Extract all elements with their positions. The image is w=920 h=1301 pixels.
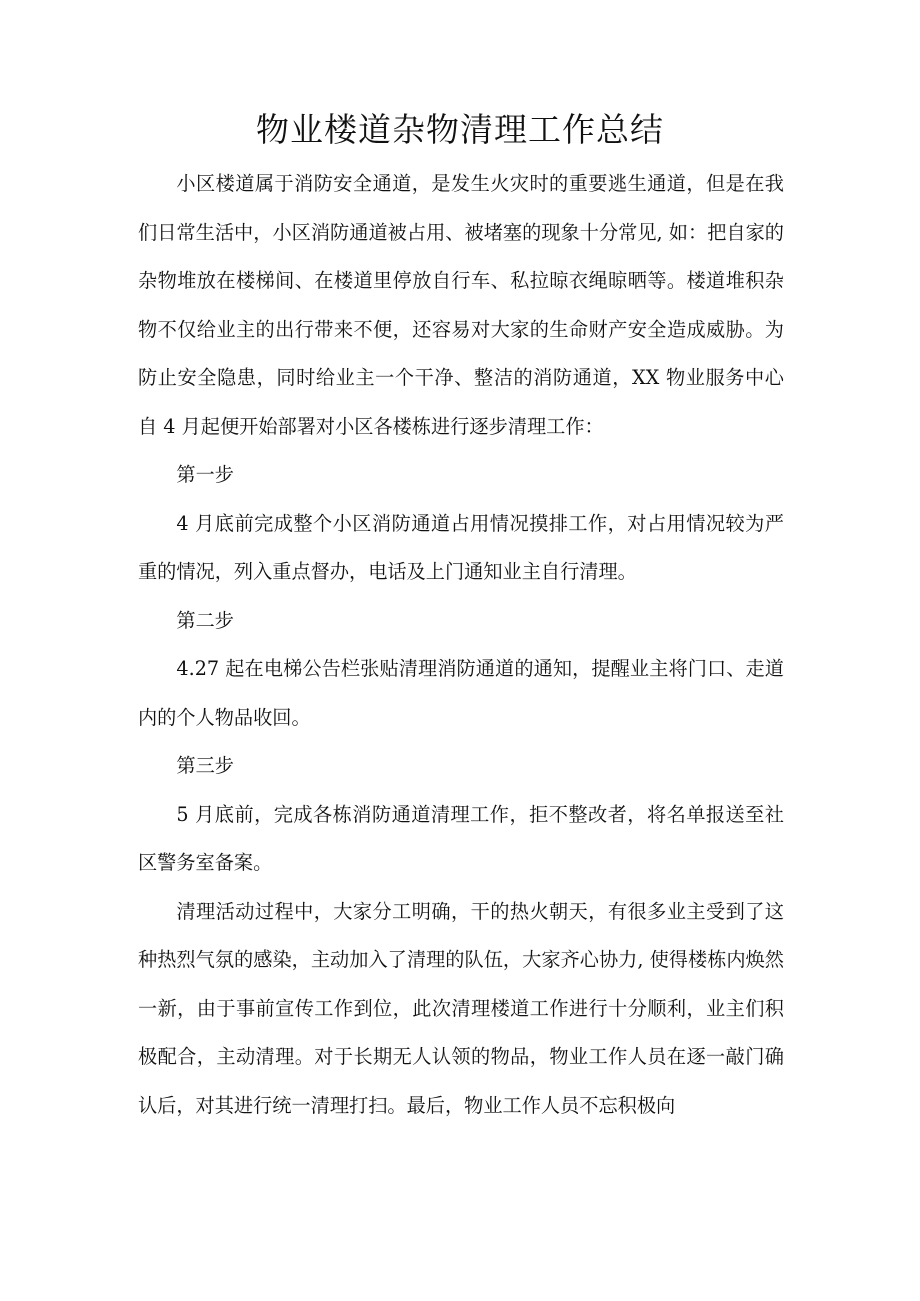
step-heading-1: 第一步 (176, 463, 234, 486)
paragraph-step-3: 5 月底前，完成各栋消防通道清理工作，拒不整改者，将名单报送至社区警务室备案。 (138, 802, 784, 874)
paragraph-step-1: 4 月底前完成整个小区消防通道占用情况摸排工作，对占用情况较为严重的情况，列入重点督办，电话及上门通知业主自行清理。 (138, 511, 784, 583)
paragraph-step-2: 4.27 起在电梯公告栏张贴清理消防通道的通知，提醒业主将门口、走道内的个人物品收回。 (138, 657, 784, 729)
paragraph-intro: 小区楼道属于消防安全通道，是发生火灾时的重要逃生通道，但是在我们日常生活中，小区消防通道被占用、被堵塞的现象十分常见, 如：把自家的杂物堆放在楼梯间、在楼道里停放自行车、私拉晾衣绳晾晒等。楼道堆积杂物不仅给业主的出行带来不便，还容易对大家的生命财产安全造成威胁。为防止安全隐患，同时给业主一个干净、整洁的消防通道，XX 物业服务中心自 4 月起便开始部署对小区各楼栋进行逐步清理工作： (138, 172, 784, 438)
paragraph-summary: 清理活动过程中，大家分工明确，干的热火朝天，有很多业主受到了这种热烈气氛的感染，主动加入了清理的队伍，大家齐心协力, 使得楼栋内焕然一新，由于事前宣传工作到位，此次清理楼道工作进行十分顺利，业主们积极配合，主动清理。对于长期无人认领的物品，物业工作人员在逐一敲门确认后，对其进行统一清理打扫。最后，物业工作人员不忘积极向 (138, 899, 784, 1117)
document-title: 物业楼道杂物清理工作总结 (256, 110, 664, 149)
document-body (138, 160, 784, 1130)
step-heading-3: 第三步 (176, 754, 234, 777)
step-heading-2: 第二步 (176, 608, 234, 632)
